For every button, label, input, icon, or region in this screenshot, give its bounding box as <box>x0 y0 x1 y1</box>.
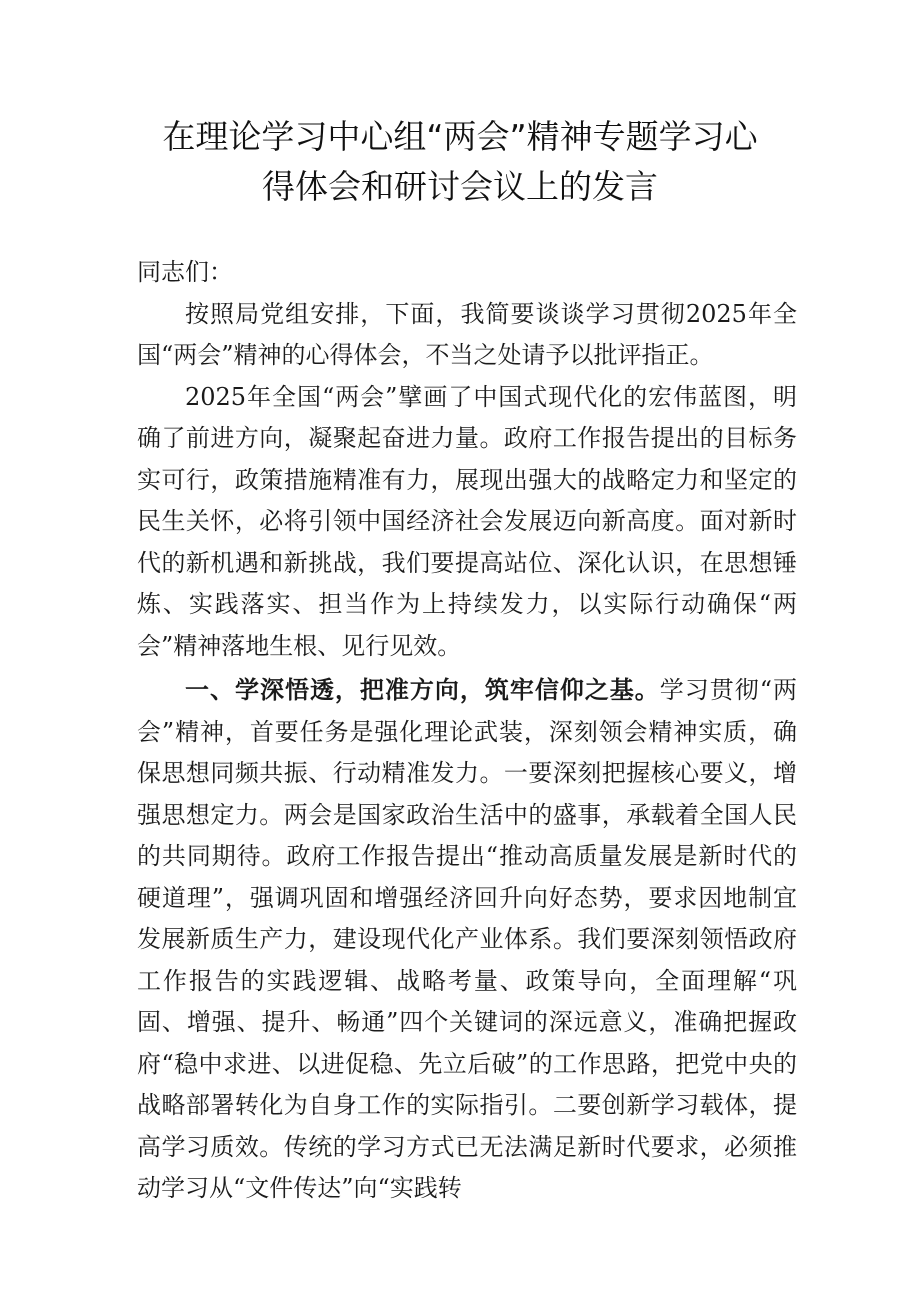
document-body <box>137 252 797 1210</box>
section-1-heading: 一、学深悟透，把准方向，筑牢信仰之基。 <box>185 676 660 704</box>
paragraph-overview: 2025年全国“两会”擘画了中国式现代化的宏伟蓝图，明确了前进方向，凝聚起奋进力量。政府工作报告提出的目标务实可行，政策措施精准有力，展现出强大的战略定力和坚定的民生关怀，必将引领中国经济社会发展迈向新高度。面对新时代的新机遇和新挑战，我们要提高站位、深化认识，在思想锤炼、实践落实、担当作为上持续发力，以实际行动确保“两会”精神落地生根、见行见效。 <box>137 382 797 660</box>
title-line-1: 在理论学习中心组“两会”精神专题学习心 <box>162 117 758 156</box>
salutation: 同志们： <box>137 258 233 286</box>
document-title <box>120 112 800 212</box>
section-1-text: 学习贯彻“两会”精神，首要任务是强化理论武装，深刻领会精神实质，确保思想同频共振、行动精准发力。一要深刻把握核心要义，增强思想定力。两会是国家政治生活中的盛事，承载着全国人民的共同期待。政府工作报告提出“推动高质量发展是新时代的硬道理”，强调巩固和增强经济回升向好态势，要求因地制宜发展新质生产力，建设现代化产业体系。我们要深刻领悟政府工作报告的实践逻辑、战略考量、政策导向，全面理解“巩固、增强、提升、畅通”四个关键词的深远意义，准确把握政府“稳中求进、以进促稳、先立后破”的工作思路，把党中央的战略部署转化为自身工作的实际指引。二要创新学习载体，提高学习质效。传统的学习方式已无法满足新时代要求，必须推动学习从“文件传达”向“实践转 <box>137 676 797 1202</box>
paragraph-intro: 按照局党组安排，下面，我简要谈谈学习贯彻2025年全国“两会”精神的心得体会，不当之处请予以批评指正。 <box>137 299 797 369</box>
title-line-2: 得体会和研讨会议上的发言 <box>262 167 658 206</box>
paragraph-section-1 <box>137 670 797 1210</box>
